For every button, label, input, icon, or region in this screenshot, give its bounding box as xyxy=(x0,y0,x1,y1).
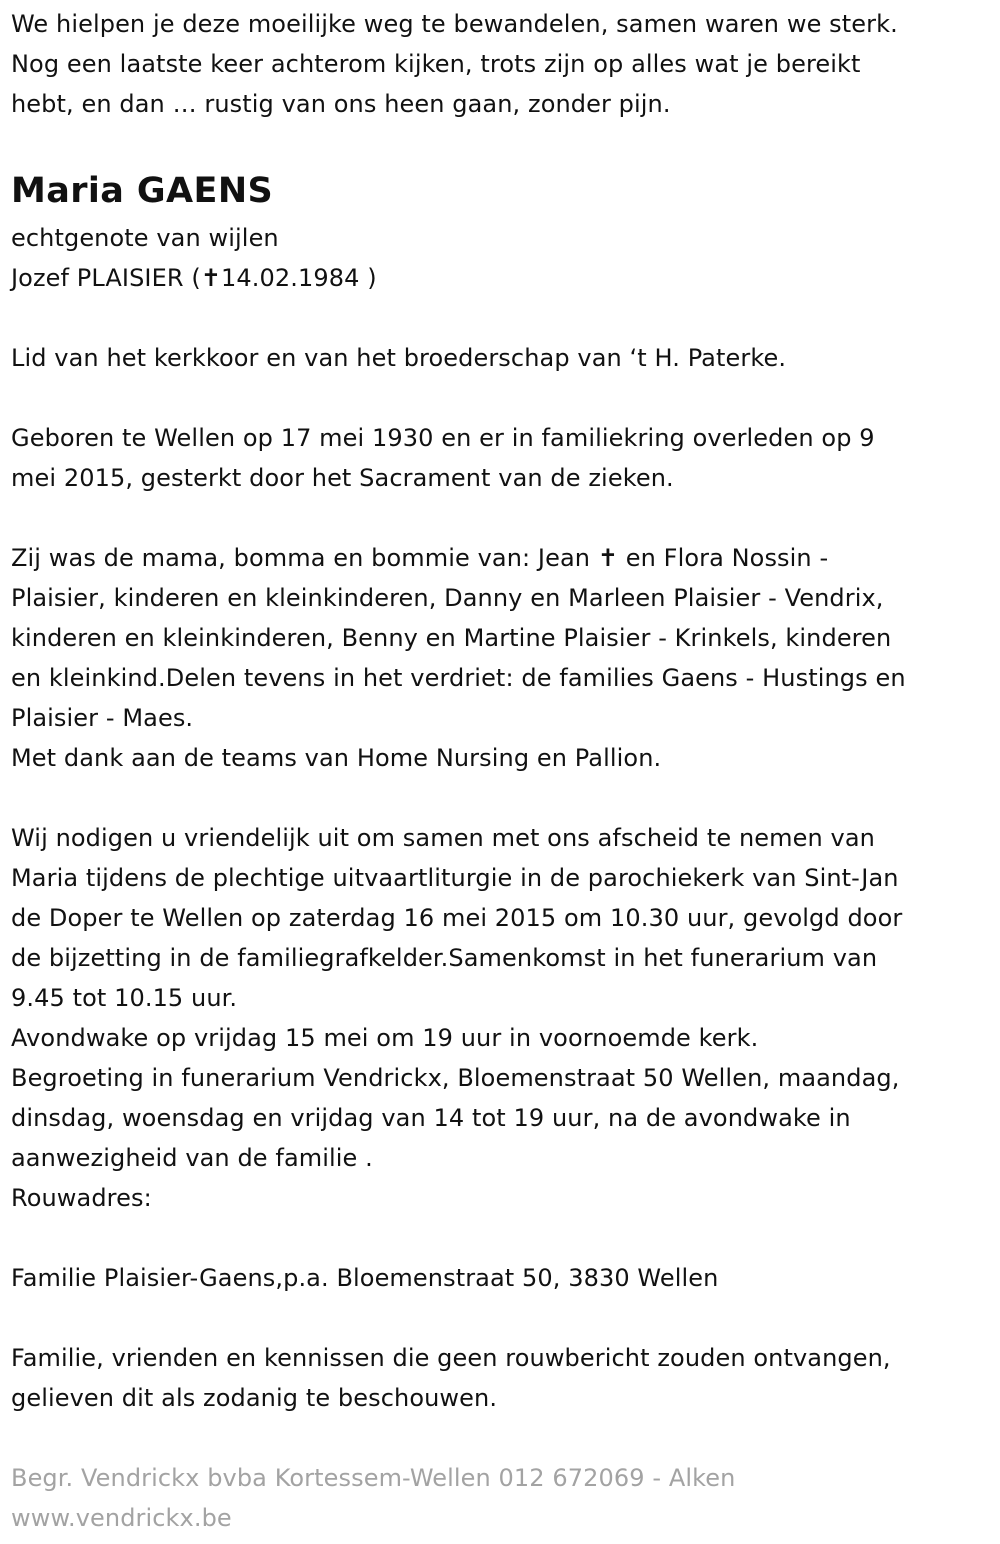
deceased-name: Maria GAENS xyxy=(11,171,274,211)
funeral-home-line: Begr. Vendrickx bvba Kortessem-Wellen 012 672069 - Alken xyxy=(11,1464,736,1492)
footer xyxy=(11,1458,996,1538)
visitation-line: aanwezigheid van de familie . xyxy=(11,1144,373,1172)
ceremony-line: 9.45 tot 10.15 uur. xyxy=(11,984,238,1012)
ceremony-line: Wij nodigen u vriendelijk uit om samen met ons afscheid te nemen van xyxy=(11,824,875,852)
ceremony-block xyxy=(11,818,996,1218)
website-line: www.vendrickx.be xyxy=(11,1504,232,1532)
closing-line: gelieven dit als zodanig te beschouwen. xyxy=(11,1384,498,1412)
relation-line: echtgenote van wijlen xyxy=(11,224,279,252)
ceremony-line: de bijzetting in de familiegrafkelder.Samenkomst in het funerarium van xyxy=(11,944,878,972)
closing-line: Familie, vrienden en kennissen die geen rouwbericht zouden ontvangen, xyxy=(11,1344,891,1372)
mourning-address-label: Rouwadres: xyxy=(11,1184,152,1212)
death-notice xyxy=(11,4,996,1538)
family-block xyxy=(11,538,996,778)
address-block xyxy=(11,1258,996,1298)
poem-line: Nog een laatste keer achterom kijken, trots zijn op alles wat je bereikt xyxy=(11,50,861,78)
family-line: Plaisier - Maes. xyxy=(11,704,194,732)
mourning-address: Familie Plaisier-Gaens,p.a. Bloemenstraat 50, 3830 Wellen xyxy=(11,1264,719,1292)
spouse-line: Jozef PLAISIER (✝14.02.1984 ) xyxy=(11,264,377,292)
family-line: Zij was de mama, bomma en bommie van: Jean ✝ en Flora Nossin - xyxy=(11,544,829,572)
family-line: Plaisier, kinderen en kleinkinderen, Danny en Marleen Plaisier - Vendrix, xyxy=(11,584,884,612)
birth-death-block xyxy=(11,418,996,498)
wake-line: Avondwake op vrijdag 15 mei om 19 uur in voornoemde kerk. xyxy=(11,1024,759,1052)
ceremony-line: de Doper te Wellen op zaterdag 16 mei 2015 om 10.30 uur, gevolgd door xyxy=(11,904,903,932)
thanks-line: Met dank aan de teams van Home Nursing en Pallion. xyxy=(11,744,662,772)
family-line: kinderen en kleinkinderen, Benny en Martine Plaisier - Krinkels, kinderen xyxy=(11,624,892,652)
membership-block xyxy=(11,338,996,378)
birth-death-line: Geboren te Wellen op 17 mei 1930 en er in familiekring overleden op 9 xyxy=(11,424,875,452)
ceremony-line: Maria tijdens de plechtige uitvaartliturgie in de parochiekerk van Sint-Jan xyxy=(11,864,899,892)
membership-line: Lid van het kerkkoor en van het broederschap van ‘t H. Paterke. xyxy=(11,344,787,372)
poem-line: hebt, en dan … rustig van ons heen gaan, zonder pijn. xyxy=(11,90,671,118)
family-line: en kleinkind.Delen tevens in het verdriet: de families Gaens - Hustings en xyxy=(11,664,906,692)
spouse-block xyxy=(11,218,996,298)
closing-block xyxy=(11,1338,996,1418)
visitation-line: Begroeting in funerarium Vendrickx, Bloemenstraat 50 Wellen, maandag, xyxy=(11,1064,900,1092)
birth-death-line: mei 2015, gesterkt door het Sacrament van de zieken. xyxy=(11,464,674,492)
poem-block xyxy=(11,4,996,124)
visitation-line: dinsdag, woensdag en vrijdag van 14 tot 19 uur, na de avondwake in xyxy=(11,1104,851,1132)
poem-line: We hielpen je deze moeilijke weg te bewandelen, samen waren we sterk. xyxy=(11,10,898,38)
